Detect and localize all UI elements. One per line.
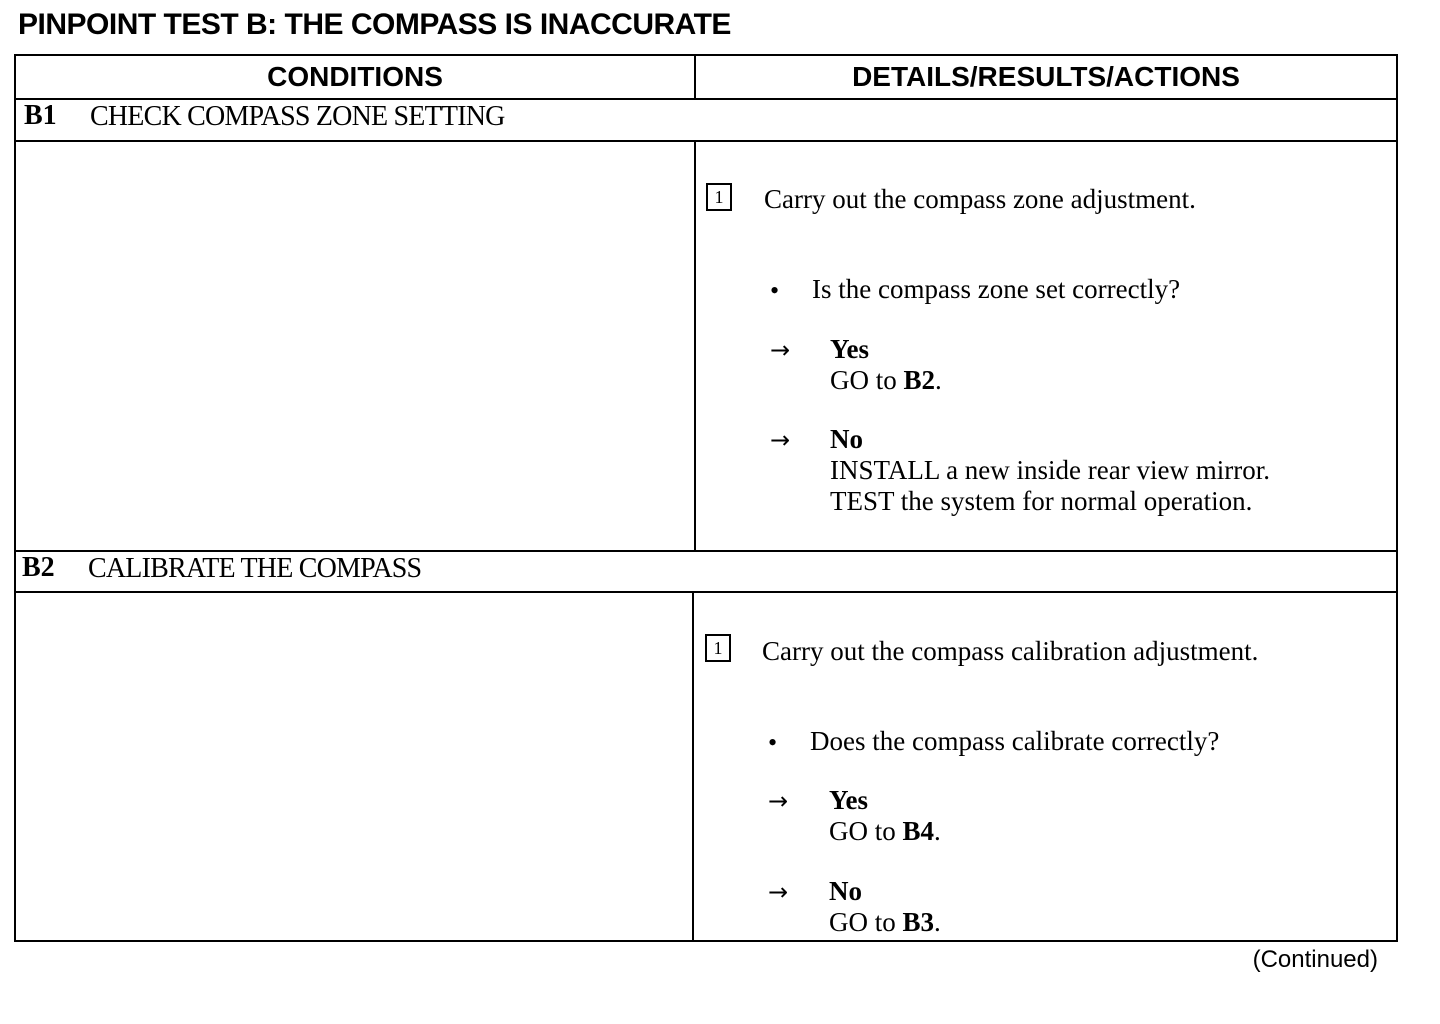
b1-no-label: No — [830, 424, 863, 454]
b1-yes-block — [830, 334, 942, 396]
b2-question: Does the compass calibrate correctly? — [810, 726, 1220, 756]
b1-yes-arrow-icon: → — [770, 336, 791, 364]
step-b2-title: CALIBRATE THE COMPASS — [88, 553, 422, 584]
b1-no-line1: INSTALL a new inside rear view mirror. — [830, 455, 1270, 485]
b2-no-arrow-icon: → — [768, 878, 789, 906]
b2-action-text: Carry out the compass calibration adjustment. — [762, 636, 1259, 666]
step-b1-title: CHECK COMPASS ZONE SETTING — [90, 101, 505, 132]
conditions-header: CONDITIONS — [267, 61, 443, 92]
b2-title-rule — [14, 591, 1398, 593]
b1-yes-label: Yes — [830, 334, 869, 364]
b2-yes-arrow-icon: → — [768, 787, 789, 815]
b1-bullet-icon: • — [770, 276, 780, 305]
page-title: PINPOINT TEST B: THE COMPASS IS INACCURATE — [18, 8, 731, 41]
b2-yes-block — [829, 785, 941, 847]
continued-note: (Continued) — [1252, 946, 1378, 973]
b2-yes-action: GO to B4. — [829, 816, 941, 846]
b2-yes-label: Yes — [829, 785, 868, 815]
b2-action-number: 1 — [705, 634, 731, 662]
b2-no-block — [829, 876, 941, 938]
details-header: DETAILS/RESULTS/ACTIONS — [852, 61, 1240, 92]
step-b2-id: B2 — [22, 552, 55, 583]
b1-yes-action: GO to B2. — [830, 365, 942, 395]
b1-action-text: Carry out the compass zone adjustment. — [764, 184, 1196, 214]
b1-end-rule — [14, 550, 1398, 552]
b1-no-block — [830, 424, 1270, 517]
b1-question: Is the compass zone set correctly? — [812, 274, 1181, 304]
b1-no-line2: TEST the system for normal operation. — [830, 486, 1253, 516]
b1-action-number: 1 — [706, 183, 732, 211]
b2-no-label: No — [829, 876, 862, 906]
column-divider-b1 — [694, 140, 696, 552]
column-divider-b2 — [692, 592, 694, 942]
b1-title-rule — [14, 140, 1398, 142]
step-b1-id: B1 — [24, 100, 57, 131]
b2-bullet-icon: • — [768, 728, 778, 757]
b1-no-arrow-icon: → — [770, 426, 791, 454]
header-rule — [14, 98, 1398, 100]
b2-no-action: GO to B3. — [829, 907, 941, 937]
